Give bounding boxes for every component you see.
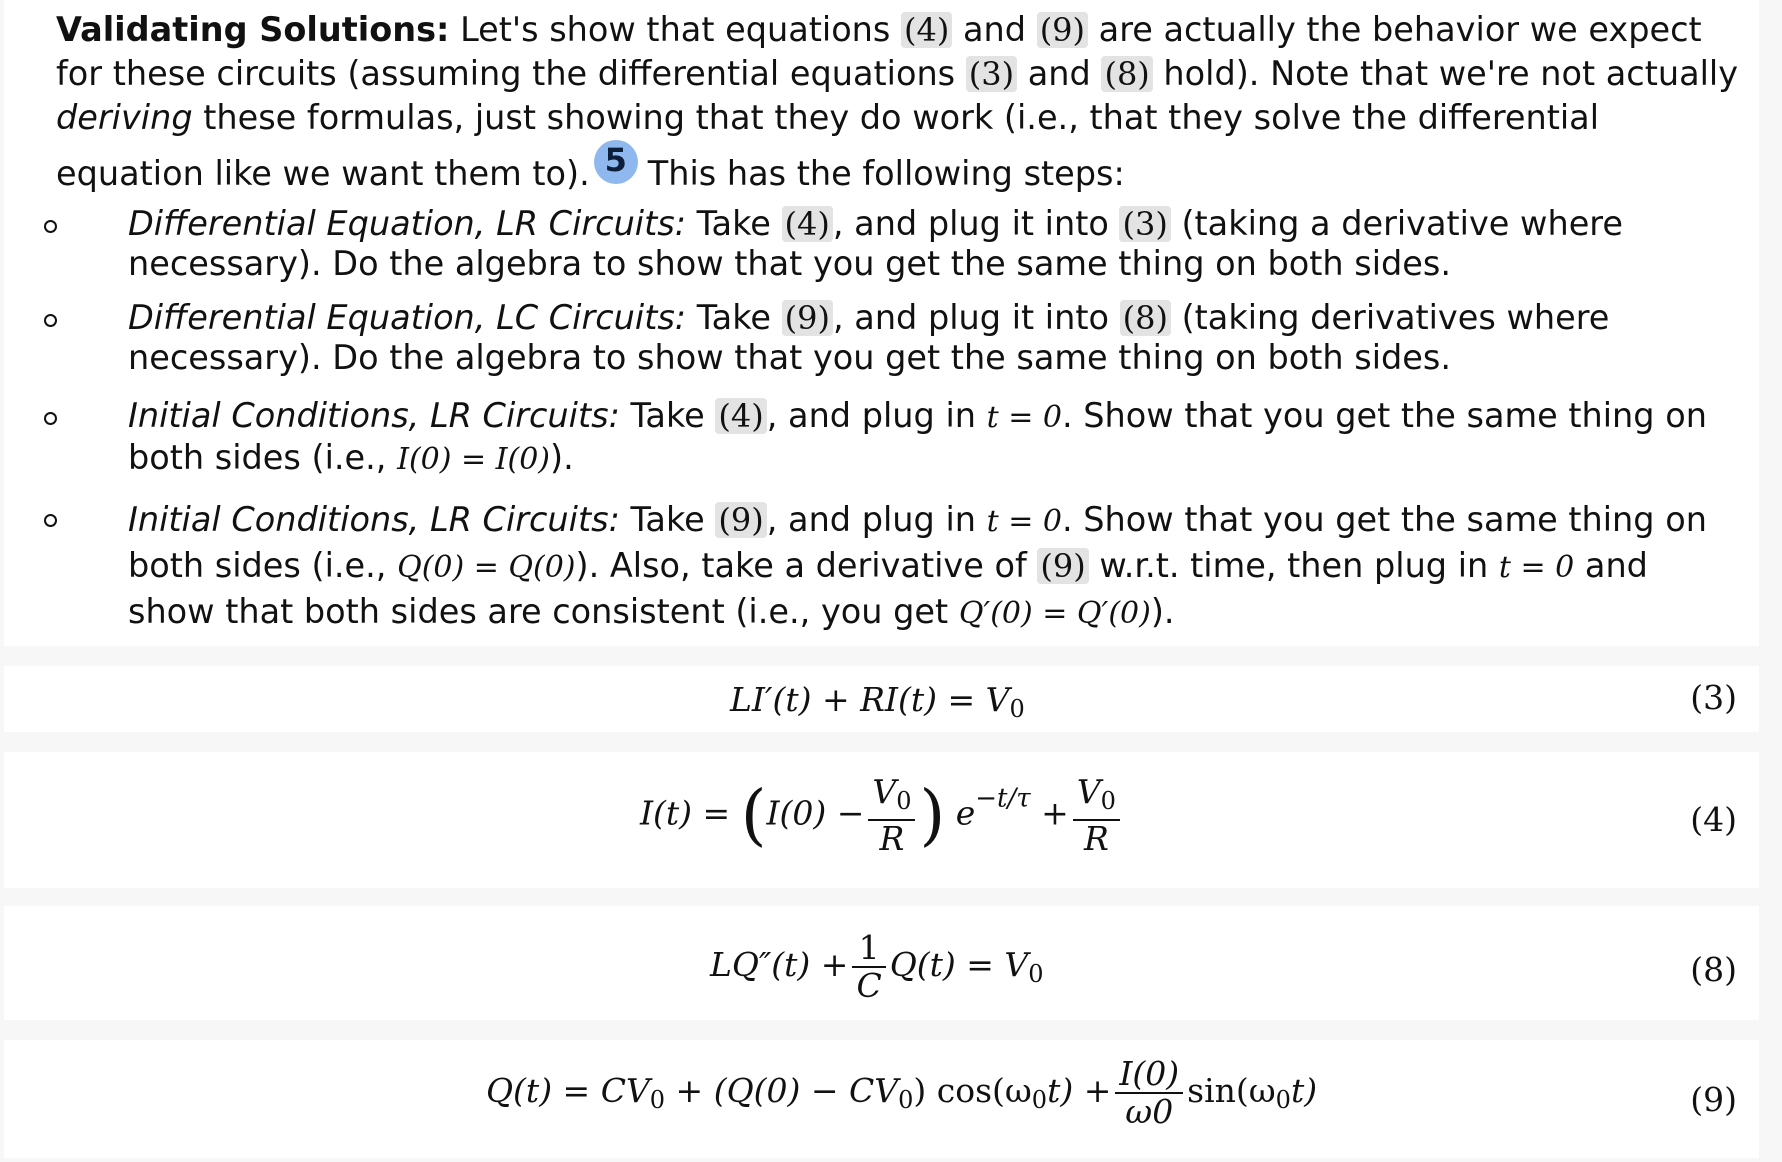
equation-ref[interactable]: (8) bbox=[1101, 56, 1152, 92]
equation-ref[interactable]: (4) bbox=[782, 206, 833, 242]
equation-3: $LI'(t) + RI(t) = V_0$ bbox=[730, 680, 1025, 723]
bullet-icon bbox=[44, 314, 57, 327]
bullet-icon bbox=[44, 514, 57, 527]
equation-ref[interactable]: (8) bbox=[1120, 300, 1171, 336]
inline-math: Q′(0) = Q′(0) bbox=[958, 596, 1151, 631]
inline-math: I(0) = I(0) bbox=[397, 442, 551, 477]
equation-block-9 bbox=[4, 1040, 1759, 1158]
equation-ref[interactable]: (4) bbox=[901, 12, 952, 48]
equation-block-8 bbox=[4, 906, 1759, 1020]
inline-math: t = 0 bbox=[986, 504, 1062, 539]
inline-math: Q(0) = Q(0) bbox=[397, 550, 576, 585]
equation-number: (9) bbox=[1690, 1080, 1737, 1119]
equation-ref[interactable]: (9) bbox=[1037, 548, 1088, 584]
equation-ref[interactable]: (3) bbox=[966, 56, 1017, 92]
equation-number: (8) bbox=[1690, 950, 1737, 989]
equation-ref[interactable]: (9) bbox=[715, 502, 766, 538]
equation-8: LQ″(t) + $\frac{1}{C}$ $Q(t) = V_0$ bbox=[710, 928, 1044, 1005]
equation-9: $Q(t) = CV_0 + (Q(0) - CV_0) \cos(\omega_0t)$ + $\frac{I(0)}{\omega 0}$ $\sin(\omega_0t)$ bbox=[486, 1054, 1318, 1131]
section-lead: Validating Solutions: bbox=[56, 10, 450, 49]
fraction: $\frac{1}{C}$ bbox=[852, 930, 885, 1004]
equation-4: I(t) = (I(0) − $\frac{V_0}{R}$ ) $e^{-t/\tau}$ + $\frac{V_0}{R}$ bbox=[640, 774, 1124, 857]
equation-ref[interactable]: (9) bbox=[782, 300, 833, 336]
equation-ref[interactable]: (4) bbox=[715, 398, 766, 434]
inline-math: t = 0 bbox=[986, 400, 1062, 435]
equation-ref[interactable]: (9) bbox=[1037, 12, 1088, 48]
inline-math: t = 0 bbox=[1498, 550, 1575, 585]
fraction: $\frac{V_0}{R}$ bbox=[1073, 774, 1120, 857]
equation-block-4 bbox=[4, 752, 1759, 888]
equation-number: (4) bbox=[1690, 800, 1737, 839]
footnote-badge[interactable]: 5 bbox=[594, 140, 638, 184]
fraction: $\frac{I(0)}{\omega 0}$ bbox=[1115, 1056, 1183, 1130]
intro-paragraph: Validating Solutions: Let's show that equations (4) and (9) are actually the behavior we expect for these circuits (assuming the differential equations (3) and (8) hold). Note that we're not actually deriving these formulas, just showing that they do work (i.e., that they solve the differential equation like we want them to). 5 This has the following steps: bbox=[56, 10, 1739, 193]
bullet-icon bbox=[44, 220, 57, 233]
equation-block-3 bbox=[4, 666, 1759, 732]
bullet-icon bbox=[44, 412, 57, 425]
equation-ref[interactable]: (3) bbox=[1119, 206, 1170, 242]
fraction: $\frac{V_0}{R}$ bbox=[868, 774, 915, 857]
equation-number: (3) bbox=[1690, 678, 1737, 717]
